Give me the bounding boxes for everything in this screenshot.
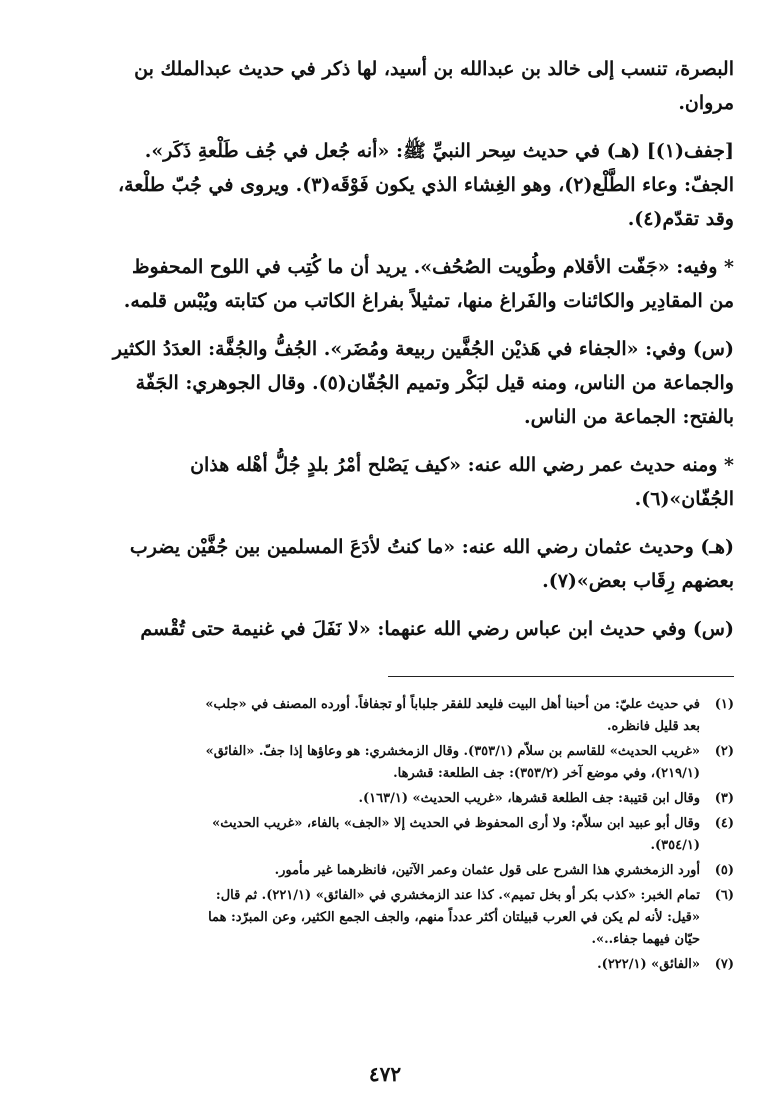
paragraph [38,134,734,236]
footnote-line: «الفائق» (٢٢٢/١). [597,957,700,972]
footnote-line: «غريب الحديث» للقاسم بن سلاّم (٣٥٣/١). وقال الزمخشري: هو وعاؤها إذا جفّ. «الفائق» [205,744,700,759]
text-line: من المقادِير والكائنات والفَراغ منها، تمثيلاً بفراغ الكاتب من كتابته ويُبْس قلمه. [123,290,734,312]
text-line: الجفّ: وعاء الطَّلْع(٢)، وهو الغِشاء الذي يكون فَوْقَه(٣). ويروى في جُبّ طلْعة، [118,174,734,196]
text-line: * ومنه حديث عمر رضي الله عنه: «كيف يَصْلح أمْرُ بلدٍ جُلُّ أهْله هذان [190,454,734,476]
footnote-line: بعد قليل فانظره. [606,719,700,734]
footnote [38,954,734,976]
text-line: (س) وفي: «الجفاء في هَذيْن الجُفَّين ربيعة ومُضَر». الجُفُّ والجُفَّة: العدَدُ الكثير [112,338,734,360]
footnote-body [38,860,700,882]
paragraph [38,530,734,598]
footnote-line: (٣٥٤/١). [650,838,700,853]
text-line: البصرة، تنسب إلى خالد بن عبدالله بن أسيد، لها ذكر في حديث عبدالملك بن [134,58,734,80]
footnote [38,741,734,785]
footnote-line: (٢١٩/١)، وفي موضع آخر (٣٥٣/٢): جف الطلعة: قشرها. [393,766,700,781]
footnote-body [38,885,700,951]
footnote-body [38,788,700,810]
paragraph [38,612,734,646]
footnote [38,694,734,738]
footnote-line: «قيل: لأنه لم يكن في العرب قبيلتان أكثر عدداً منهم، والجف الجمع الكثير، وعن المبرّد: هما [208,910,700,925]
footnote [38,813,734,857]
paragraph [38,250,734,318]
footnote-divider [388,676,734,677]
footnote-number: (٧) [714,957,734,972]
text-line: بالفتح: الجماعة من الناس. [523,406,734,428]
footnote-number: (٢) [714,744,734,759]
text-line: وقد تقدّم(٤). [627,208,734,230]
text-line: بعضهم رِقَاب بعض»(٧). [542,570,734,592]
footnote-number: (٦) [714,888,734,903]
footnote-body [38,954,700,976]
footnote-line: حيّان فيهما جفاء..». [591,932,700,947]
text-line: (هـ) وحديث عثمان رضي الله عنه: «ما كنتُ لأدَعَ المسلمين بين جُفَّيْن يضرب [129,536,734,558]
footnote-number: (٥) [714,863,734,878]
paragraph [38,448,734,516]
text-line: مروان. [678,92,734,114]
footnote-line: في حديث عليّ: من أحبنا أهل البيت فليعد للفقر جلباباً أو تجفافاً. أورده المصنف في «جلب» [205,697,700,712]
footnote-number: (٤) [714,816,734,831]
footnote-body [38,813,700,857]
footnotes [38,694,734,979]
footnote [38,860,734,882]
footnote-body [38,694,700,738]
footnote-line: تمام الخبر: «كذب بكر أو بخل تميم». كذا عند الزمخشري في «الفائق» (٢٢١/١). ثم قال: [215,888,700,903]
text-line: والجماعة من الناس، ومنه قيل لبَكْر وتميم الجُفّان(٥). وقال الجوهري: الجَفّة [135,372,734,394]
text-line: (س) وفي حديث ابن عباس رضي الله عنهما: «لا نَفَلَ في غنيمة حتى تُقْسم [140,618,734,640]
paragraph [38,52,734,120]
footnote-number: (١) [714,697,734,712]
paragraph [38,332,734,434]
footnote-body [38,741,700,785]
footnote-line: وقال ابن قتيبة: جف الطلعة قشرها، «غريب الحديث» (١٦٣/١). [358,791,700,806]
footnote [38,885,734,951]
text-line: الجُفّان»(٦). [634,488,734,510]
footnote-number: (٣) [714,791,734,806]
text-line: * وفيه: «جَفّت الأقلام وطُويت الصُحُف». يريد أن ما كُتِب في اللوح المحفوظ [131,256,734,278]
footnote [38,788,734,810]
text-line: [جفف(١)] (هـ) في حديث سِحر النبيِّ ﷺ: «أنه جُعل في جُف طَلْعةِ ذَكَر». [144,140,734,162]
footnote-line: أورد الزمخشري هذا الشرح على قول عثمان وعمر الآتين، فانظرهما غير مأمور. [274,863,700,878]
footnote-line: وقال أبو عبيد ابن سلاّم: ولا أرى المحفوظ في الحديث إلا «الجف» بالفاء، «غريب الحديث» [212,816,700,831]
main-text [38,52,734,660]
page-number: ٤٧٢ [368,1062,402,1086]
